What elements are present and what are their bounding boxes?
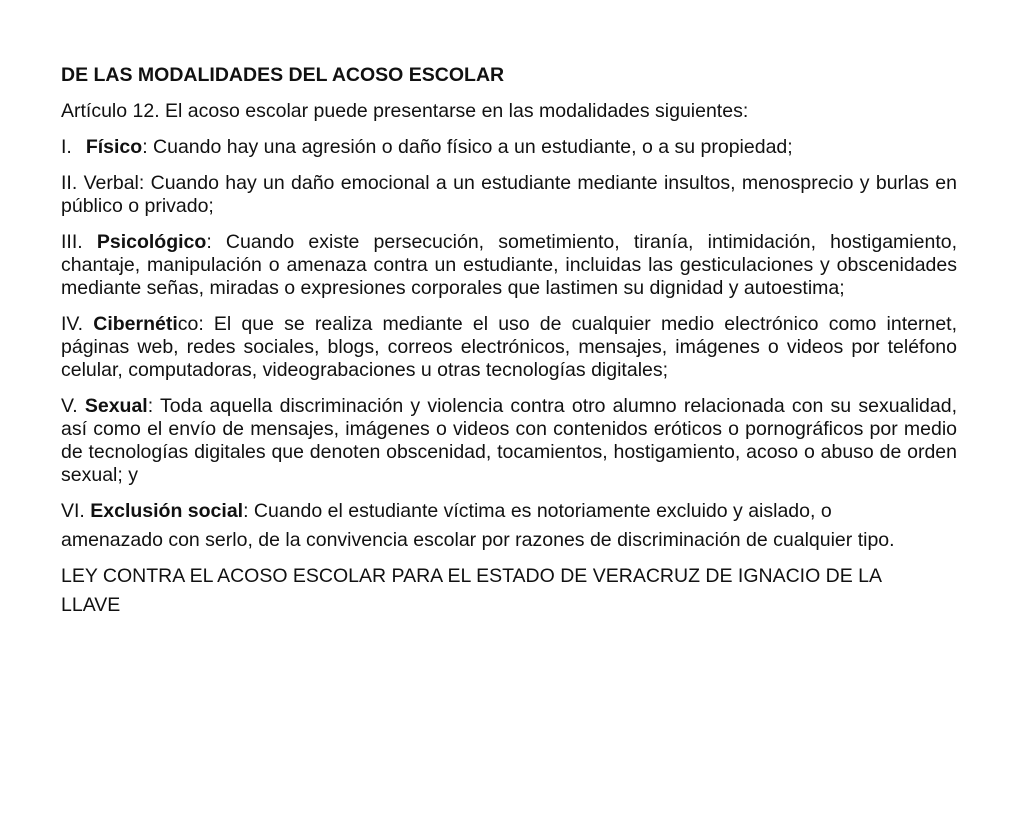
article-intro: Artículo 12. El acoso escolar puede presentarse en las modalidades siguientes: xyxy=(61,100,749,122)
item-term: Sexual xyxy=(84,395,148,417)
item-numeral: V. xyxy=(61,395,78,417)
item-term: Psicológico xyxy=(96,231,207,253)
item-numeral: IV. xyxy=(61,313,84,335)
item-text: : Cuando hay una agresión o daño físico a un estudiante, o a su propiedad; xyxy=(142,136,793,158)
item-numeral: VI. xyxy=(61,500,85,522)
item-cibernetico xyxy=(61,313,957,382)
item-term: Cibernéti xyxy=(93,313,178,335)
document-body xyxy=(61,64,957,630)
document-heading: DE LAS MODALIDADES DEL ACOSO ESCOLAR xyxy=(61,64,505,86)
item-text: : Cuando existe persecución, sometimiento, tiranía, intimidación, hostigamiento, chantaje, manipulación o amenaza contra un estudiante, incluidas las gesticulaciones y obscenidades mediante señas, miradas o expresiones corporales que lastimen su dignidad y autoestima; xyxy=(61,231,957,299)
item-sexual xyxy=(61,395,957,487)
item-verbal xyxy=(61,172,957,218)
item-text: : Cuando el estudiante víctima es notoriamente excluido y aislado, o xyxy=(243,500,832,522)
item-fisico xyxy=(61,136,957,159)
item-numeral: I. xyxy=(61,136,72,158)
source-line-2: LLAVE xyxy=(61,594,121,616)
item-text: : Toda aquella discriminación y violencia contra otro alumno relacionada con su sexualidad, así como el envío de mensajes, imágenes o videos con contenidos eróticos o pornográficos por medio de tecnologías digitales que denoten obscenidad, tocamientos, hostigamiento, acoso o abuso de orden sexual; y xyxy=(61,395,957,486)
item-text: Verbal: Cuando hay un daño emocional a un estudiante mediante insultos, menosprecio y burlas en público o privado; xyxy=(61,172,957,217)
item-psicologico xyxy=(61,231,957,300)
item-text: co: El que se realiza mediante el uso de cualquier medio electrónico como internet, páginas web, redes sociales, blogs, correos electrónicos, mensajes, imágenes o videos por teléfono celular, computadoras, videograbaciones u otras tecnologías digitales; xyxy=(61,313,957,381)
item-exclusion-social xyxy=(61,500,957,523)
source-line-1: LEY CONTRA EL ACOSO ESCOLAR PARA EL ESTADO DE VERACRUZ DE IGNACIO DE LA xyxy=(61,565,883,587)
item-numeral: III. xyxy=(61,231,83,253)
item-term: Exclusión social xyxy=(90,500,244,522)
item-numeral: II. xyxy=(61,172,78,194)
item-exclusion-continuation: amenazado con serlo, de la convivencia escolar por razones de discriminación de cualquier tipo. xyxy=(61,529,895,551)
item-term: Físico xyxy=(85,136,143,158)
